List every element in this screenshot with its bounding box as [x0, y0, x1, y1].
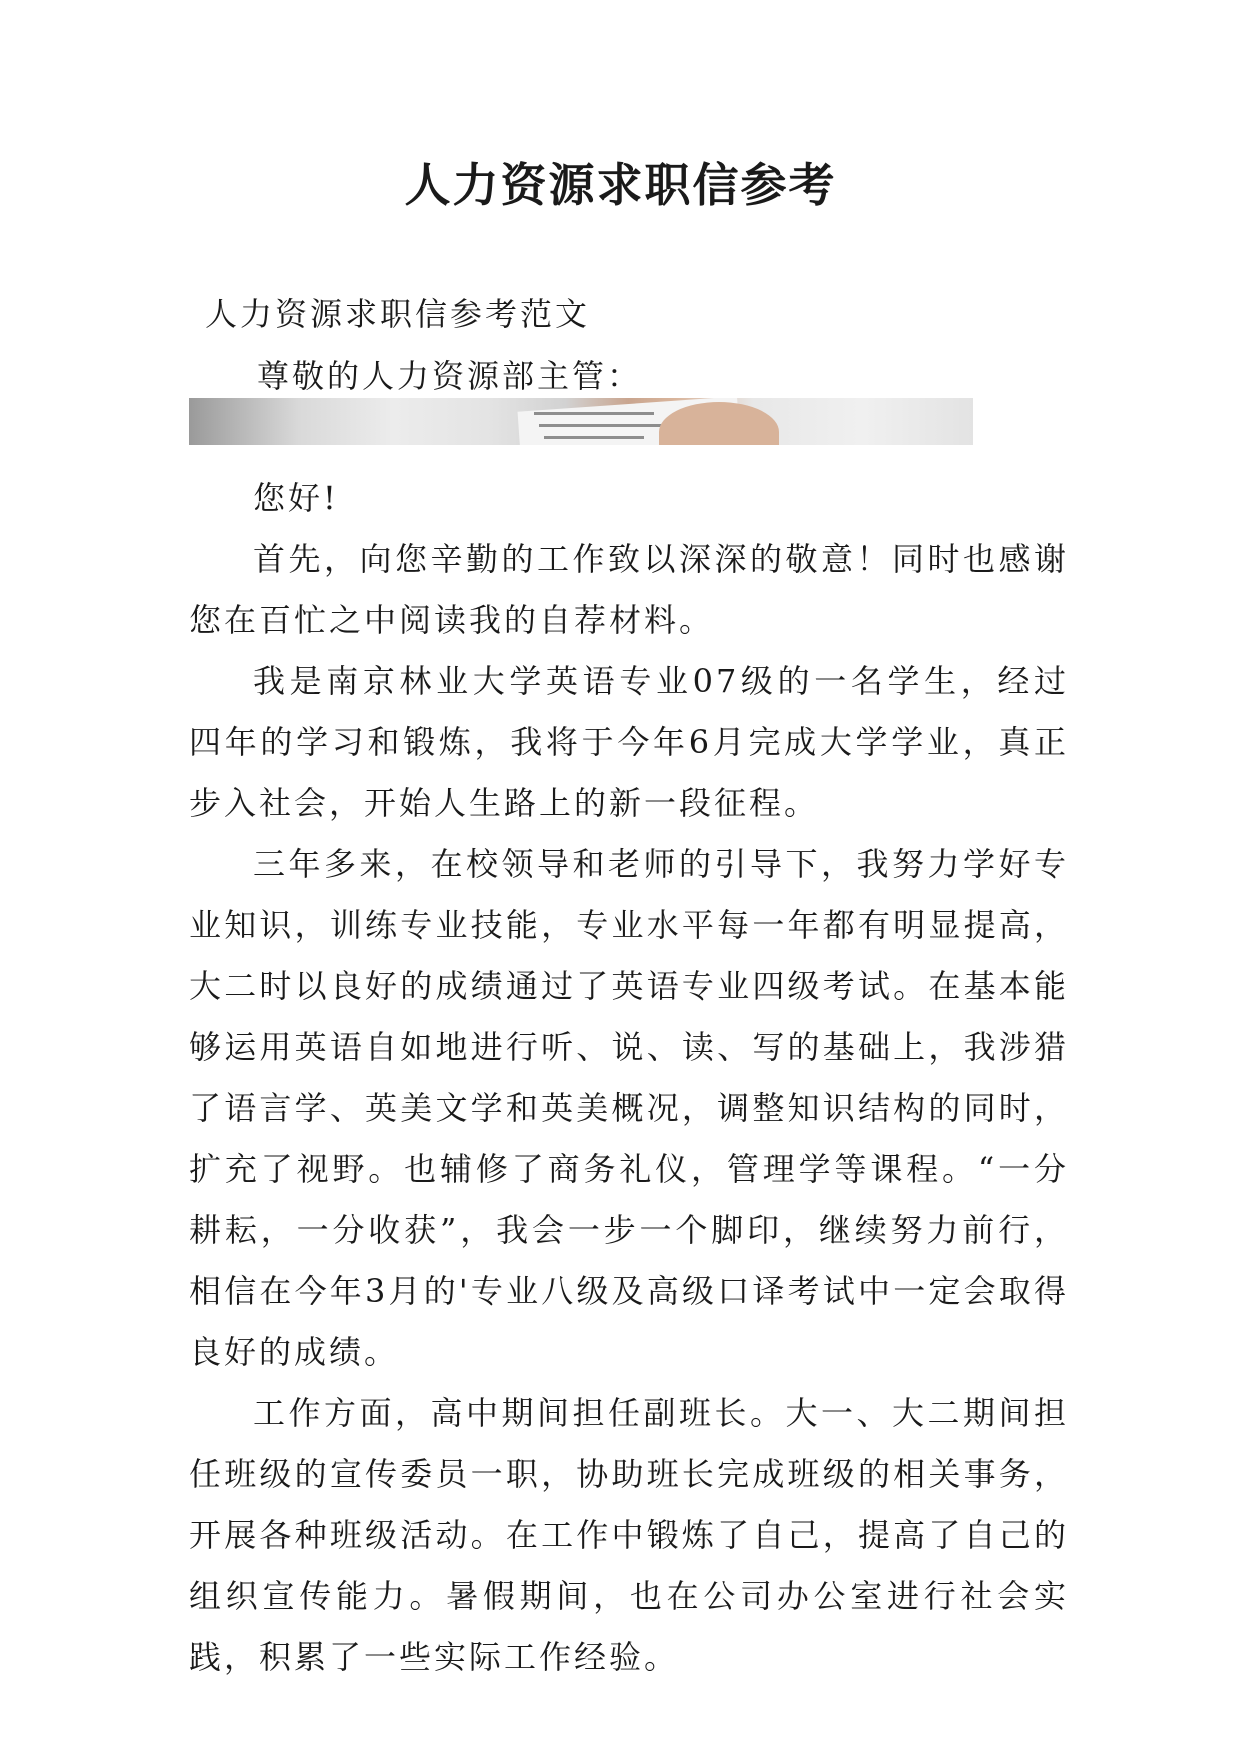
paragraph-gratitude: 首先，向您辛勤的工作致以深深的敬意！同时也感谢您在百忙之中阅读我的自荐材料。 [189, 540, 1069, 639]
salutation: 尊敬的人力资源部主管： [257, 357, 643, 395]
paragraph-studies: 三年多来，在校领导和老师的引导下，我努力学好专业知识，训练专业技能，专业水平每一年都有明显提高，大二时以良好的成绩通过了英语专业四级考试。在基本能够运用英语自如地进行听、说、读、写的基础上，我涉猎了语言学、英美文学和英美概况，调整知识结构的同时，扩充了视野。也辅修了商务礼仪，管理学等课程。“一分耕耘，一分收获”，我会一步一个脚印，继续努力前行，相信在今年3月的'专业八级及高级口译考试中一定会取得良好的成绩。 [189, 845, 1069, 1371]
paragraph-work-experience: 工作方面，高中期间担任副班长。大一、大二期间担任班级的宣传委员一职，协助班长完成班级的相关事务，开展各种班级活动。在工作中锻炼了自己，提高了自己的组织宣传能力。暑假期间，也在公司办公室进行社会实践，积累了一些实际工作经验。 [189, 1394, 1069, 1676]
photo-text-line [534, 412, 654, 415]
header-photo [189, 398, 973, 445]
paragraph-greeting: 您好! [253, 479, 339, 517]
photo-text-line [544, 436, 644, 439]
document-subtitle: 人力资源求职信参考范文 [205, 295, 591, 333]
letter-body [189, 468, 1069, 1688]
document-title: 人力资源求职信参考 [404, 158, 837, 212]
paragraph-introduction: 我是南京林业大学英语专业07级的一名学生，经过四年的学习和锻炼，我将于今年6月完成大学学业，真正步入社会，开始人生路上的新一段征程。 [189, 662, 1069, 822]
